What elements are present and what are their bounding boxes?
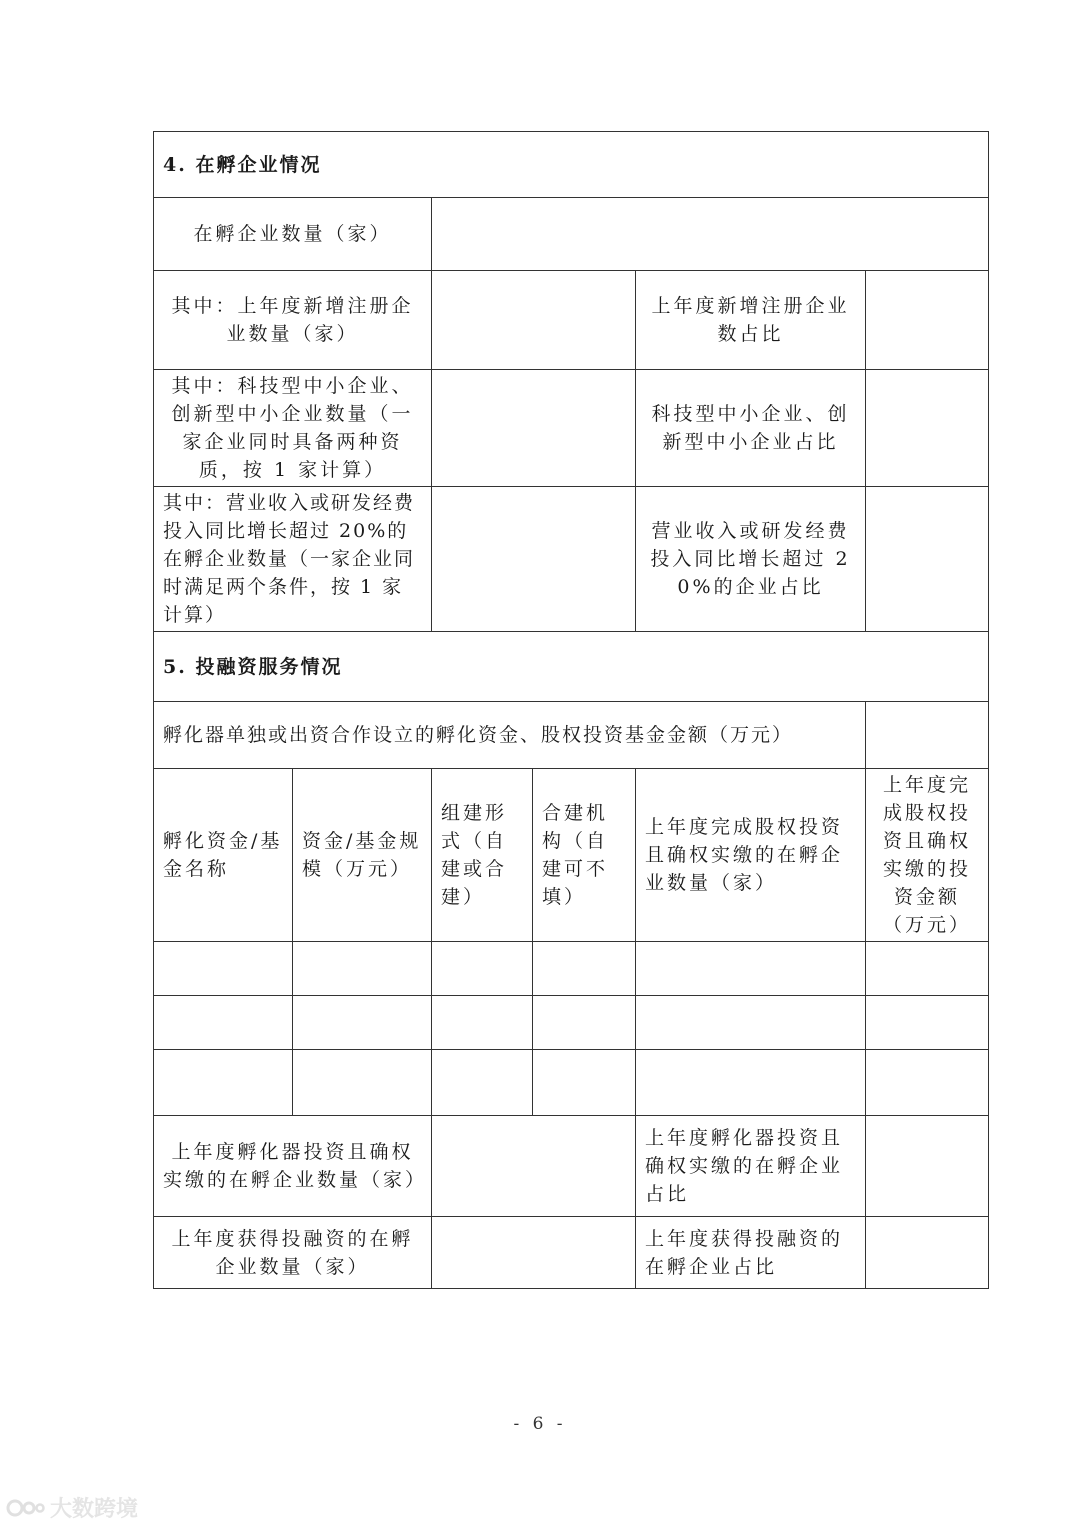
table-cell[interactable] — [293, 996, 432, 1050]
watermark-text: 大数跨境 — [50, 1496, 139, 1522]
tech-sme-ratio-input[interactable] — [866, 370, 989, 487]
table-row — [154, 996, 989, 1050]
column-header-invested-amount: 上年度完成股权投资且确权实缴的投资金额（万元） — [866, 769, 989, 942]
new-registered-count-label: 其中：上年度新增注册企业数量（家） — [154, 271, 432, 370]
financed-count-label: 上年度获得投融资的在孵企业数量（家） — [154, 1217, 432, 1289]
financed-count-input[interactable] — [432, 1217, 636, 1289]
table-cell[interactable] — [866, 996, 989, 1050]
invested-count-label: 上年度孵化器投资且确权实缴的在孵企业数量（家） — [154, 1116, 432, 1217]
table-cell[interactable] — [636, 1050, 866, 1116]
financed-ratio-label: 上年度获得投融资的在孵企业占比 — [636, 1217, 866, 1289]
table-cell[interactable] — [432, 996, 533, 1050]
column-header-partner: 合建机构（自建可不填） — [533, 769, 636, 942]
page-number: - 6 - — [513, 1414, 567, 1434]
column-header-formation: 组建形式（自建或合建） — [432, 769, 533, 942]
table-cell[interactable] — [293, 1050, 432, 1116]
new-registered-ratio-label: 上年度新增注册企业数占比 — [636, 271, 866, 370]
section-5-title: 5. 投融资服务情况 — [154, 632, 989, 702]
table-row — [154, 1050, 989, 1116]
table-cell[interactable] — [533, 942, 636, 996]
financed-ratio-input[interactable] — [866, 1217, 989, 1289]
growth-count-label: 其中：营业收入或研发经费投入同比增长超过 20%的在孵企业数量（一家企业同时满足两个条件，按 1 家计算） — [154, 487, 432, 632]
table-cell[interactable] — [866, 1050, 989, 1116]
invested-count-input[interactable] — [432, 1116, 636, 1217]
new-registered-count-input[interactable] — [432, 271, 636, 370]
invested-ratio-input[interactable] — [866, 1116, 989, 1217]
table-cell[interactable] — [432, 942, 533, 996]
column-header-fund-name: 孵化资金/基金名称 — [154, 769, 293, 942]
tech-sme-count-input[interactable] — [432, 370, 636, 487]
incubating-count-input[interactable] — [432, 198, 989, 271]
table-cell[interactable] — [432, 1050, 533, 1116]
column-header-fund-scale: 资金/基金规模（万元） — [293, 769, 432, 942]
growth-count-input[interactable] — [432, 487, 636, 632]
fund-amount-input[interactable] — [866, 702, 989, 769]
growth-ratio-input[interactable] — [866, 487, 989, 632]
table-cell[interactable] — [154, 942, 293, 996]
watermark — [6, 1492, 138, 1522]
tech-sme-count-label: 其中：科技型中小企业、创新型中小企业数量（一家企业同时具备两种资质，按 1 家计算） — [154, 370, 432, 487]
table-cell[interactable] — [533, 1050, 636, 1116]
watermark-logo-icon — [6, 1496, 46, 1518]
table-cell[interactable] — [154, 1050, 293, 1116]
table-cell[interactable] — [636, 942, 866, 996]
table-cell[interactable] — [293, 942, 432, 996]
fund-amount-label: 孵化器单独或出资合作设立的孵化资金、股权投资基金金额（万元） — [154, 702, 866, 769]
growth-ratio-label: 营业收入或研发经费投入同比增长超过 20%的企业占比 — [636, 487, 866, 632]
table-cell[interactable] — [636, 996, 866, 1050]
new-registered-ratio-input[interactable] — [866, 271, 989, 370]
table-cell[interactable] — [866, 942, 989, 996]
table-row — [154, 942, 989, 996]
tech-sme-ratio-label: 科技型中小企业、创新型中小企业占比 — [636, 370, 866, 487]
report-form-table — [153, 131, 989, 1289]
section-4-title: 4. 在孵企业情况 — [154, 132, 989, 198]
invested-ratio-label: 上年度孵化器投资且确权实缴的在孵企业占比 — [636, 1116, 866, 1217]
incubating-count-label: 在孵企业数量（家） — [154, 198, 432, 271]
table-cell[interactable] — [533, 996, 636, 1050]
column-header-invested-count: 上年度完成股权投资且确权实缴的在孵企业数量（家） — [636, 769, 866, 942]
table-cell[interactable] — [154, 996, 293, 1050]
